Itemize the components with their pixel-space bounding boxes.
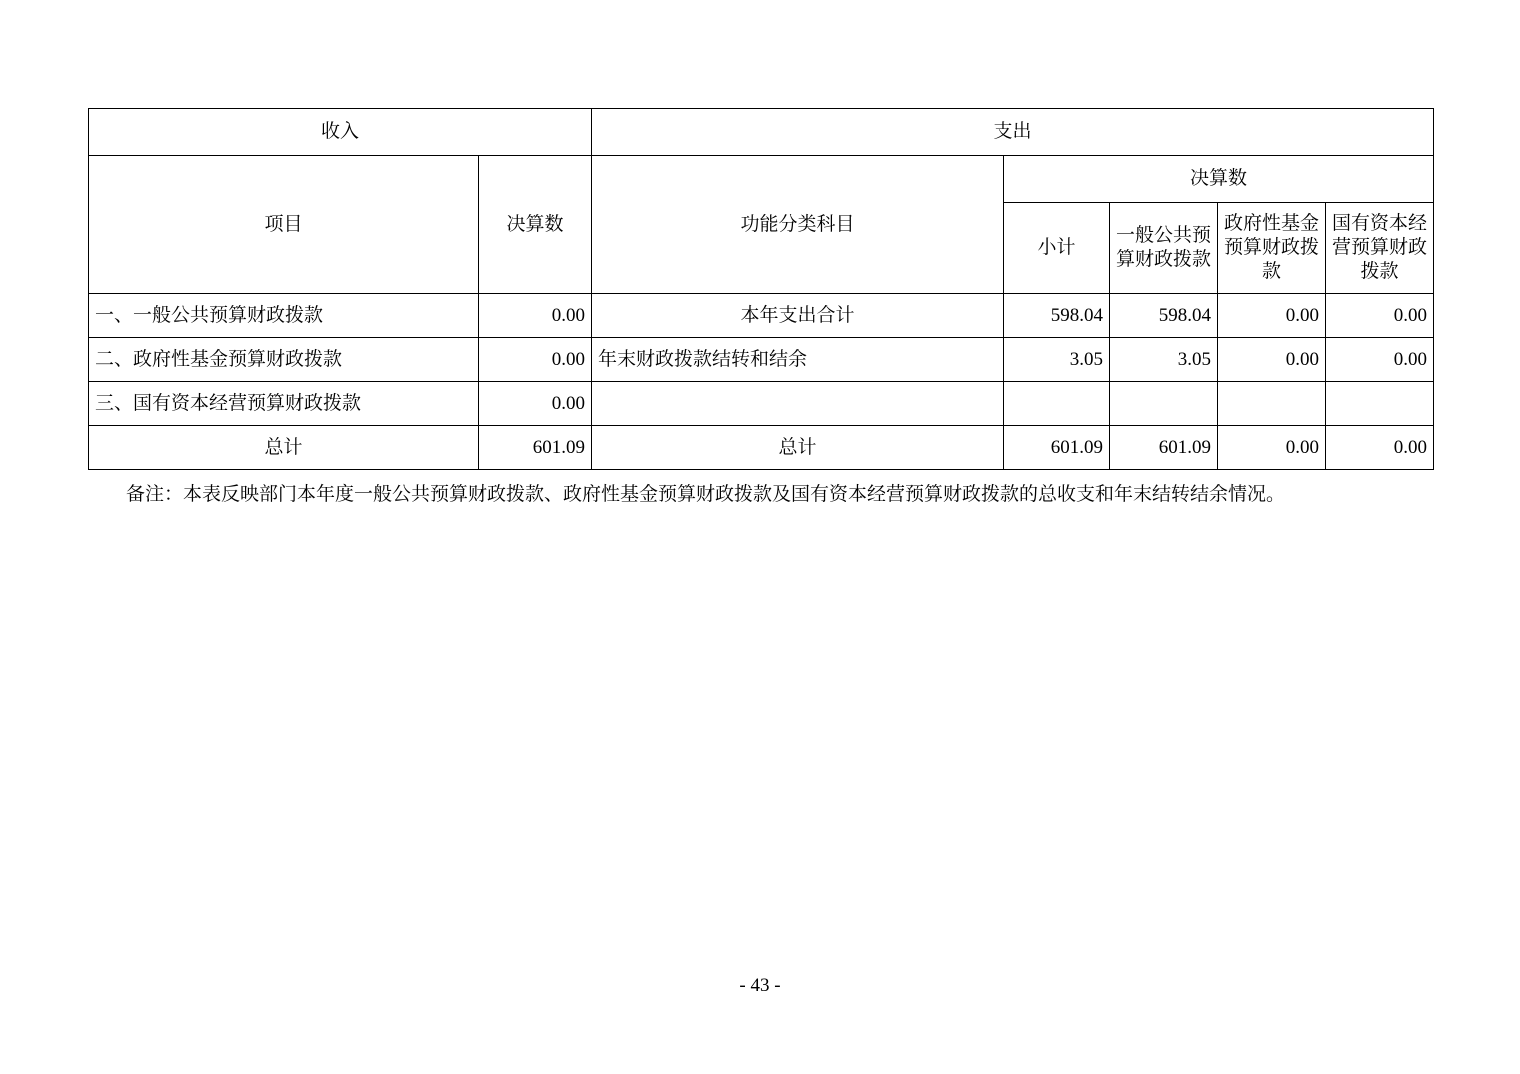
cell-total-subtotal: 601.09 [1004, 426, 1110, 470]
page-number: - 43 - [739, 975, 781, 996]
column-header-state-capital: 国有资本经营预算财政拨款 [1326, 203, 1434, 294]
table-row [89, 294, 1434, 338]
cell-func-subject: 本年支出合计 [592, 294, 1004, 338]
cell-subtotal: 598.04 [1004, 294, 1110, 338]
cell-gov-fund: 0.00 [1218, 294, 1326, 338]
cell-income-final: 0.00 [479, 294, 592, 338]
financial-table-container [88, 108, 1433, 470]
table-total-row [89, 426, 1434, 470]
column-header-func-subject: 功能分类科目 [592, 156, 1004, 294]
column-header-gov-fund: 政府性基金预算财政拨款 [1218, 203, 1326, 294]
cell-general-public: 598.04 [1110, 294, 1218, 338]
table-row [89, 338, 1434, 382]
cell-total-income-label: 总计 [89, 426, 479, 470]
section-header-income: 收入 [89, 109, 592, 156]
column-header-income-final: 决算数 [479, 156, 592, 294]
financial-table [88, 108, 1434, 470]
table-section-header-row [89, 109, 1434, 156]
cell-total-state-capital: 0.00 [1326, 426, 1434, 470]
cell-gov-fund: 0.00 [1218, 338, 1326, 382]
cell-income-final: 0.00 [479, 338, 592, 382]
cell-state-capital: 0.00 [1326, 294, 1434, 338]
cell-total-expenditure-label: 总计 [592, 426, 1004, 470]
table-group-header-row [89, 156, 1434, 203]
column-header-income-item: 项目 [89, 156, 479, 294]
cell-income-item: 三、国有资本经营预算财政拨款 [89, 382, 479, 426]
cell-func-subject: 年末财政拨款结转和结余 [592, 338, 1004, 382]
cell-general-public: 3.05 [1110, 338, 1218, 382]
cell-state-capital [1326, 382, 1434, 426]
section-header-expenditure: 支出 [592, 109, 1434, 156]
cell-total-gov-fund: 0.00 [1218, 426, 1326, 470]
cell-state-capital: 0.00 [1326, 338, 1434, 382]
cell-subtotal: 3.05 [1004, 338, 1110, 382]
column-header-subtotal: 小计 [1004, 203, 1110, 294]
cell-general-public [1110, 382, 1218, 426]
cell-income-final: 0.00 [479, 382, 592, 426]
cell-subtotal [1004, 382, 1110, 426]
cell-income-item: 二、政府性基金预算财政拨款 [89, 338, 479, 382]
cell-gov-fund [1218, 382, 1326, 426]
cell-func-subject [592, 382, 1004, 426]
cell-total-general-public: 601.09 [1110, 426, 1218, 470]
table-note: 备注：本表反映部门本年度一般公共预算财政拨款、政府性基金预算财政拨款及国有资本经营预算财政拨款的总收支和年末结转结余情况。 [126, 484, 1286, 505]
cell-income-item: 一、一般公共预算财政拨款 [89, 294, 479, 338]
column-group-header-final-amount: 决算数 [1004, 156, 1434, 203]
column-header-general-public: 一般公共预算财政拨款 [1110, 203, 1218, 294]
table-row [89, 382, 1434, 426]
cell-total-income-final: 601.09 [479, 426, 592, 470]
